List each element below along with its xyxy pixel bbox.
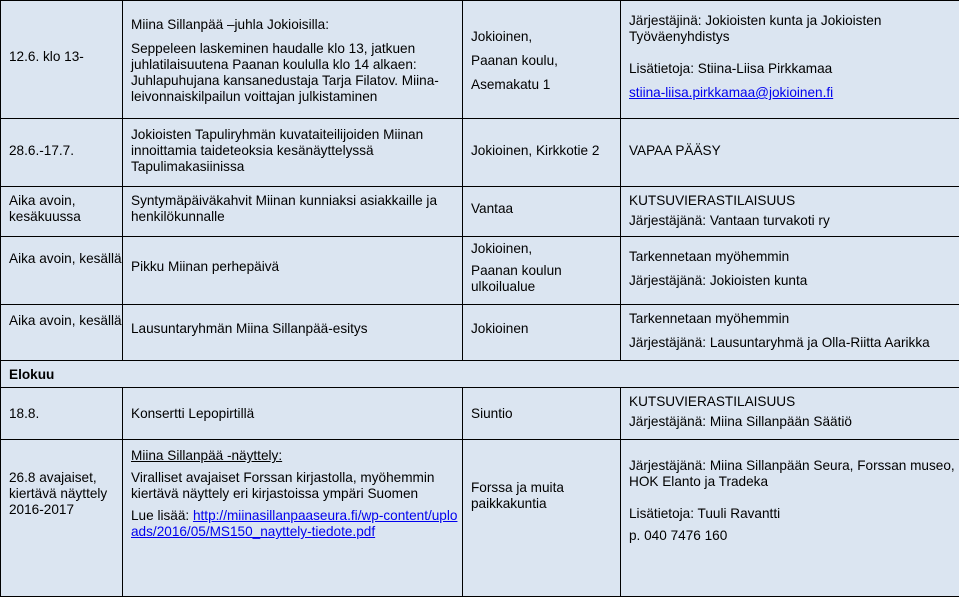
place-cell: Jokioinen, Kirkkotie 2 bbox=[463, 119, 621, 187]
event-description: Seppeleen laskeminen haudalle klo 13, jatkuen juhlatilaisuutena Paanan koululla klo 14 alkaen: Juhlapuhujana kansanedustaja Tarja Filatov. Miina-leivonnaiskilpailun voittajan julkistaminen bbox=[131, 41, 439, 104]
info-cell: Järjestäjänä: Miina Sillanpään Seura, Forssan museo, HOK Elanto ja Tradeka Lisätietoja: Tuuli Ravantti p. 040 7476 160 bbox=[621, 440, 959, 597]
info-cell: Järjestäjinä: Jokioisten kunta ja Jokioisten Työväenyhdistys Lisätietoja: Stiina-Liisa Pirkkamaa stiina-liisa.pirkkamaa@jokioinen.fi bbox=[621, 1, 959, 119]
section-header-row bbox=[1, 361, 959, 388]
table-row bbox=[1, 440, 959, 597]
date-cell: 28.6.-17.7. bbox=[1, 119, 123, 187]
place-cell: Jokioinen, Paanan koulun ulkoilualue bbox=[463, 237, 621, 305]
contact-email-link[interactable]: stiina-liisa.pirkkamaa@jokioinen.fi bbox=[629, 85, 834, 100]
info-cell: Tarkennetaan myöhemmin Järjestäjänä: Lausuntaryhmä ja Olla-Riitta Aarikka bbox=[621, 305, 959, 361]
info-cell: KUTSUVIERASTILAISUUS Järjestäjänä: Miina Sillanpään Säätiö bbox=[621, 388, 959, 440]
place-cell: Jokioinen, Paanan koulu, Asemakatu 1 bbox=[463, 1, 621, 119]
event-cell: Jokioisten Tapuliryhmän kuvataiteilijoiden Miinan innoittamia taideteoksia kesänäyttelyssä Tapulimakasiinissa bbox=[123, 119, 463, 187]
event-cell: Pikku Miinan perhepäivä bbox=[123, 237, 463, 305]
read-more-link[interactable]: http://miinasillanpaaseura.fi/wp-content/uploads/2016/05/MS150_nayttely-tiedote.pdf bbox=[131, 508, 458, 539]
place-cell: Vantaa bbox=[463, 187, 621, 237]
table-row bbox=[1, 237, 959, 305]
date-cell: Aika avoin, kesällä bbox=[1, 237, 123, 305]
event-description: Viralliset avajaiset Forssan kirjastolla, myöhemmin kiertävä näyttely eri kirjastoissa ympäri Suomen bbox=[131, 470, 435, 501]
event-cell: Syntymäpäiväkahvit Miinan kunniaksi asiakkaille ja henkilökunnalle bbox=[123, 187, 463, 237]
date-cell: 12.6. klo 13- bbox=[1, 1, 123, 119]
event-title: Miina Sillanpää –juhla Jokioisilla: bbox=[131, 17, 329, 32]
place-cell: Siuntio bbox=[463, 388, 621, 440]
table-row bbox=[1, 187, 959, 237]
table-row bbox=[1, 305, 959, 361]
info-cell: Tarkennetaan myöhemmin Järjestäjänä: Jokioisten kunta bbox=[621, 237, 959, 305]
date-cell: 18.8. bbox=[1, 388, 123, 440]
event-cell: Miina Sillanpää -näyttely: Viralliset avajaiset Forssan kirjastolla, myöhemmin kiertävä näyttely eri kirjastoissa ympäri Suomen Lue lisää: http://miinasillanpaaseura.fi/wp-content/uploads/2016/05/MS150_nayttely-tiedote.pdf bbox=[123, 440, 463, 597]
date-cell: Aika avoin, kesäkuussa bbox=[1, 187, 123, 237]
event-cell: Konsertti Lepopirtillä bbox=[123, 388, 463, 440]
info-cell: VAPAA PÄÄSY bbox=[621, 119, 959, 187]
place-cell: Jokioinen bbox=[463, 305, 621, 361]
place-cell: Forssa ja muita paikkakuntia bbox=[463, 440, 621, 597]
event-cell bbox=[123, 1, 463, 119]
table-row bbox=[1, 388, 959, 440]
event-cell: Lausuntaryhmän Miina Sillanpää-esitys bbox=[123, 305, 463, 361]
table-row bbox=[1, 119, 959, 187]
date-cell: 26.8 avajaiset, kiertävä näyttely 2016-2017 bbox=[1, 440, 123, 597]
info-cell: KUTSUVIERASTILAISUUS Järjestäjänä: Vantaan turvakoti ry bbox=[621, 187, 959, 237]
date-cell: Aika avoin, kesällä bbox=[1, 305, 123, 361]
table-row bbox=[1, 1, 959, 119]
section-header-august: Elokuu bbox=[1, 361, 959, 388]
event-title: Miina Sillanpää -näyttely: bbox=[131, 448, 283, 463]
